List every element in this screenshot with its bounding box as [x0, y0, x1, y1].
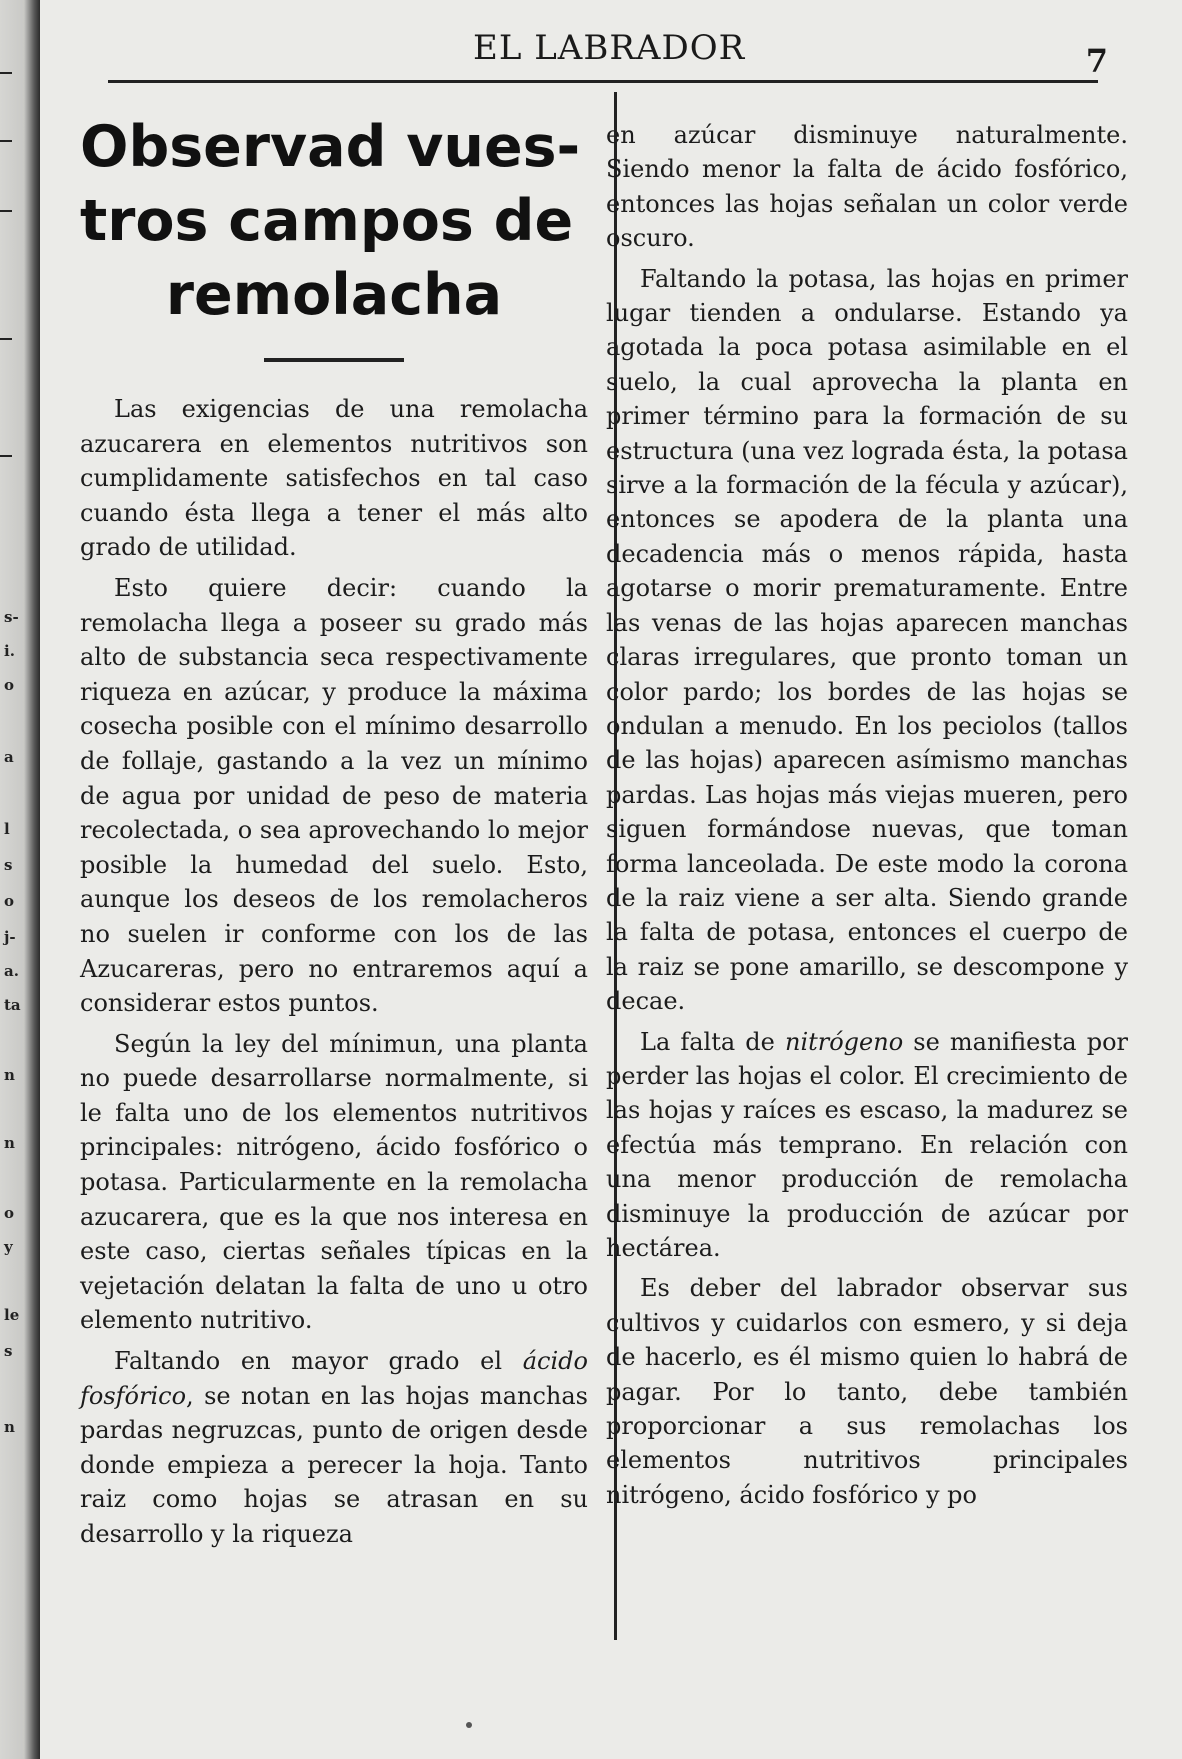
paragraph-2: Esto quiere decir: cuando la remolacha llega a poseer su grado más alto de substancia seca respectivamente riqueza en azúcar, y produce la máxima cosecha posible con el mínimo desarrollo de follaje, gastando a la vez un mínimo de agua por unidad de peso de materia recolectada, o sea aprovechando lo mejor posible la humedad del suelo. Esto, aunque los deseos de los remolacheros no suelen ir conforme con los de las Azucareras, pero no entraremos aquí a considerar estos puntos. — [80, 573, 588, 1018]
headline-line-3: remolacha — [165, 262, 503, 328]
margin-letter: y — [4, 1238, 13, 1256]
margin-tick — [0, 455, 12, 457]
margin-letter: a. — [4, 962, 19, 980]
paragraph-7-end: se manifiesta por perder las hojas el color. El crecimiento de las hojas y raíces es escaso, la madurez se efectúa más temprano. En relación con una menor producción de remolacha disminuye la producción de azúcar por hectárea. — [606, 1027, 1128, 1262]
margin-tick — [0, 210, 12, 212]
margin-letter: a — [4, 748, 14, 766]
left-column — [80, 110, 588, 1552]
margin-letter: i. — [4, 642, 15, 660]
margin-tick — [0, 140, 12, 142]
article-headline — [80, 110, 588, 332]
margin-letter: o — [4, 676, 15, 694]
paragraph-6: Faltando la potasa, las hojas en primer lugar tienden a ondularse. Estando ya agotada la poca potasa asimilable en el suelo, la cual aprovecha la planta en primer término para la formación de su estructura (una vez lograda ésta, la potasa sirve a la formación de la fécula y azúcar), entonces se apodera de la planta una decadencia más o menos rápida, hasta agotarse o morir prematuramente. Entre las venas de las hojas aparecen manchas claras irregulares, que pronto toman un color pardo; los bordes de las hojas se ondulan a menudo. En los peciolos (tallos de las hojas) aparecen asímismo manchas pardas. Las hojas más viejas mueren, pero siguen formándose nuevas, que toman forma lanceolada. De este modo la corona de la raiz viene a ser alta. Siendo grande la falta de potasa, entonces el cuerpo de la raiz se pone amarillo, se descompone y decae. — [606, 264, 1128, 1016]
paragraph-7-start: La falta de — [640, 1027, 785, 1056]
paragraph-4-start: Faltando en mayor grado el — [114, 1347, 523, 1376]
paragraph-7-emphasis: nitrógeno — [784, 1027, 904, 1056]
margin-tick — [0, 338, 12, 340]
print-speck — [466, 1722, 472, 1728]
paragraph-4-emphasis: ácido fosfórico — [80, 1347, 588, 1410]
paragraph-7 — [606, 1025, 1128, 1266]
margin-letter: o — [4, 892, 15, 910]
adjacent-page-margin — [0, 0, 40, 1759]
margin-letter: n — [4, 1134, 15, 1152]
header-rule — [108, 80, 1098, 83]
paragraph-1: Las exigencias de una remolacha azucarera en elementos nutritivos son cumplidamente satisfechos en tal caso cuando ésta llega a tener el más alto grado de utilidad. — [80, 395, 588, 562]
margin-letter: s — [4, 1342, 13, 1360]
headline-line-2: tros campos de — [80, 188, 574, 254]
page-number: 7 — [1085, 42, 1108, 80]
margin-tick — [0, 72, 12, 74]
paragraph-4-end: , se notan en las hojas manchas pardas negruzcas, punto de origen desde donde empieza a perecer la hoja. Tanto raiz como hojas se atrasan en su desarrollo y la riqueza — [80, 1381, 588, 1548]
paragraph-3: Según la ley del mínimun, una planta no puede desarrollarse normalmente, si le falta uno de los elementos nutritivos principales: nitrógeno, ácido fosfórico o potasa. Particularmente en la remolacha azucarera, que es la que nos interesa en este caso, ciertas señales típicas en la vejetación delatan la falta de uno u otro elemento nutritivo. — [80, 1029, 588, 1335]
margin-letter: s — [4, 856, 13, 874]
page-header — [108, 28, 1108, 86]
margin-letter: l — [4, 820, 10, 838]
right-column — [606, 118, 1128, 1512]
paragraph-4 — [80, 1344, 588, 1552]
paragraph-8: Es deber del labrador observar sus cultivos y cuidarlos con esmero, y si deja de hacerlo, es él mismo quien lo habrá de pagar. Por lo tanto, debe también proporcionar a sus remolachas los elementos nutritivos principales nitrógeno, ácido fosfórico y po — [606, 1274, 1128, 1509]
margin-letter: o — [4, 1204, 15, 1222]
running-title: EL LABRADOR — [473, 28, 746, 68]
margin-letter: n — [4, 1418, 15, 1436]
margin-letter: j- — [4, 928, 16, 946]
headline-line-1: Observad vues- — [80, 114, 581, 180]
margin-letter: le — [4, 1306, 20, 1324]
margin-letter: s- — [4, 608, 19, 626]
title-rule — [264, 358, 404, 362]
paragraph-5: en azúcar disminuye naturalmente. Siendo menor la falta de ácido fosfórico, entonces las hojas señalan un color verde oscuro. — [606, 121, 1128, 253]
margin-letter: ta — [4, 996, 21, 1014]
margin-letter: n — [4, 1066, 15, 1084]
